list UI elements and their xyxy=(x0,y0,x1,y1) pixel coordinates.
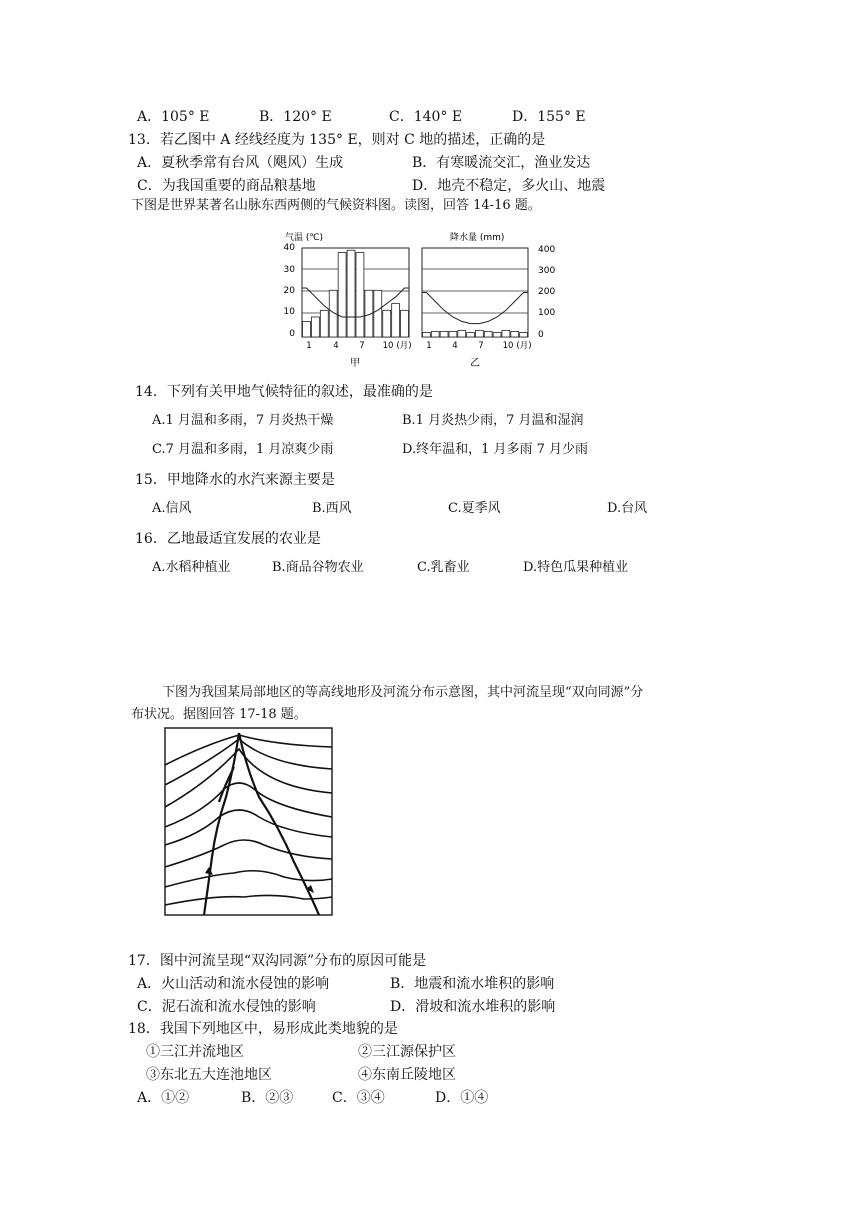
contour-map xyxy=(164,727,334,917)
q18-option-d[interactable]: D．①④ xyxy=(435,1090,489,1106)
right-tick-100: 100 xyxy=(538,308,556,318)
intro-17-18-line2: 布状况。据图回答 17-18 题。 xyxy=(131,707,307,722)
month-ticks-yi xyxy=(426,341,531,351)
q12-option-a[interactable]: A．105° E xyxy=(137,109,210,125)
panel-yi-gridlines xyxy=(422,269,528,313)
yi-temp-curve xyxy=(422,293,528,324)
q13-option-d[interactable]: D．地壳不稳定，多火山、地震 xyxy=(412,178,606,194)
q14-option-d[interactable]: D.终年温和，1 月多雨 7 月少雨 xyxy=(402,442,589,457)
yi-precip-bar xyxy=(484,331,492,337)
q17-option-a[interactable]: A．火山活动和流水侵蚀的影响 xyxy=(137,976,330,992)
contour-line xyxy=(165,749,332,807)
right-tick-200: 200 xyxy=(538,287,556,297)
yi-precip-bar xyxy=(493,333,501,337)
label-jia: 甲 xyxy=(350,358,360,369)
jia-precip-bar xyxy=(320,310,328,337)
contour-lines xyxy=(165,735,332,905)
jia-month-10: 10 xyxy=(382,341,394,351)
q18-option-a[interactable]: A．①② xyxy=(137,1090,190,1106)
yi-month-7: 7 xyxy=(478,341,484,351)
left-tick-30: 30 xyxy=(283,265,295,275)
q13-option-b[interactable]: B．有寒暖流交汇，渔业发达 xyxy=(412,155,591,171)
jia-precip-bar xyxy=(392,304,400,337)
yi-month-4: 4 xyxy=(452,341,458,351)
right-axis-title: 降水量 (mm) xyxy=(450,233,505,243)
left-tick-20: 20 xyxy=(283,286,295,296)
q17-option-d[interactable]: D．滑坡和流水堆积的影响 xyxy=(390,999,556,1015)
q16-option-b[interactable]: B.商品谷物农业 xyxy=(272,560,364,575)
yi-precip-bar xyxy=(458,330,466,337)
arrow-west-icon xyxy=(205,867,213,875)
left-tick-40: 40 xyxy=(283,243,295,253)
yi-precip-bar xyxy=(467,333,475,337)
jia-precip-bar xyxy=(356,252,364,337)
right-tick-0: 0 xyxy=(538,330,544,340)
jia-precip-bar xyxy=(311,317,319,337)
jia-precip-bar xyxy=(383,310,391,337)
yi-bars xyxy=(423,330,528,337)
yi-precip-bar xyxy=(431,331,439,337)
q14-option-a[interactable]: A.1 月温和多雨，7 月炎热干燥 xyxy=(152,413,334,428)
jia-precip-bar xyxy=(347,250,355,337)
q18-item-1: ①三江并流地区 xyxy=(146,1044,244,1060)
q15-option-c[interactable]: C.夏季风 xyxy=(448,501,501,516)
yi-precip-bar xyxy=(449,331,457,337)
yi-month-10: 10 xyxy=(502,341,514,351)
yi-month-1: 1 xyxy=(426,341,432,351)
q16-option-a[interactable]: A.水稻种植业 xyxy=(152,560,231,575)
jia-bars xyxy=(303,250,409,337)
intro-17-18-line1: 下图为我国某局部地区的等高线地形及河流分布示意图，其中河流呈现“双向同源”分 xyxy=(162,685,644,700)
jia-precip-bar xyxy=(303,321,311,337)
left-tick-10: 10 xyxy=(283,307,295,317)
q14-stem: 14．下列有关甲地气候特征的叙述，最准确的是 xyxy=(135,384,433,400)
left-tick-labels xyxy=(284,243,296,339)
yi-precip-bar xyxy=(423,333,431,337)
q18-option-c[interactable]: C．③④ xyxy=(332,1090,385,1106)
q18-option-b[interactable]: B．②③ xyxy=(241,1090,294,1106)
jia-precip-bar xyxy=(374,290,382,337)
yi-precip-bar xyxy=(520,333,528,337)
yi-precip-bar xyxy=(440,331,448,337)
q18-item-4: ④东南丘陵地区 xyxy=(358,1067,456,1083)
right-tick-400: 400 xyxy=(538,245,556,255)
q18-item-3: ③东北五大连池地区 xyxy=(146,1067,272,1083)
rivers xyxy=(204,733,319,915)
q12-option-b[interactable]: B．120° E xyxy=(259,109,332,125)
q18-stem: 18．我国下列地区中，易形成此类地貌的是 xyxy=(128,1021,398,1037)
arrow-east-icon xyxy=(306,885,314,893)
month-ticks-jia xyxy=(306,341,411,351)
intro-14-16: 下图是世界某著名山脉东西两侧的气候资料图。读图，回答 14-16 题。 xyxy=(131,198,541,213)
q13-option-c[interactable]: C．为我国重要的商品粮基地 xyxy=(137,178,316,194)
jia-month-7: 7 xyxy=(359,341,365,351)
jia-month-4: 4 xyxy=(333,341,339,351)
right-tick-300: 300 xyxy=(538,266,556,276)
q15-option-d[interactable]: D.台风 xyxy=(607,501,648,516)
q16-stem: 16．乙地最适宜发展的农业是 xyxy=(135,531,321,547)
q17-option-b[interactable]: B．地震和流水堆积的影响 xyxy=(390,976,555,992)
yi-month-unit: (月) xyxy=(516,341,532,351)
q13-option-a[interactable]: A．夏秋季常有台风（飓风）生成 xyxy=(137,155,344,171)
climate-chart xyxy=(280,226,556,376)
q15-stem: 15．甲地降水的水汽来源主要是 xyxy=(135,472,335,488)
q16-option-c[interactable]: C.乳畜业 xyxy=(417,560,470,575)
yi-precip-bar xyxy=(511,331,519,337)
left-tick-0: 0 xyxy=(289,329,295,339)
q16-option-d[interactable]: D.特色瓜果种植业 xyxy=(523,560,629,575)
contour-line xyxy=(165,895,332,905)
q15-option-b[interactable]: B.西风 xyxy=(312,501,352,516)
q17-option-c[interactable]: C．泥石流和流水侵蚀的影响 xyxy=(137,999,316,1015)
yi-precip-bar xyxy=(502,330,510,337)
jia-precip-bar xyxy=(338,252,346,337)
jia-month-1: 1 xyxy=(306,341,312,351)
q13-stem: 13．若乙图中 A 经线经度为 135° E，则对 C 地的描述，正确的是 xyxy=(128,132,546,148)
q18-item-2: ②三江源保护区 xyxy=(358,1044,456,1060)
yi-precip-bar xyxy=(476,330,484,337)
q17-stem: 17．图中河流呈现“双沟同源”分布的原因可能是 xyxy=(128,953,427,969)
q14-option-b[interactable]: B.1 月炎热少雨，7 月温和湿润 xyxy=(402,413,584,428)
contour-line xyxy=(165,840,332,867)
right-tick-labels xyxy=(538,245,555,340)
q12-option-c[interactable]: C．140° E xyxy=(389,109,463,125)
jia-precip-bar xyxy=(401,310,409,337)
label-yi: 乙 xyxy=(470,358,480,369)
left-axis-title: 气温 (℃) xyxy=(285,233,323,243)
q14-option-c[interactable]: C.7 月温和多雨，1 月凉爽少雨 xyxy=(152,442,334,457)
jia-month-unit: (月) xyxy=(396,341,412,351)
q12-option-d[interactable]: D．155° E xyxy=(512,109,586,125)
q15-option-a[interactable]: A.信风 xyxy=(152,501,192,516)
contour-line xyxy=(165,871,332,887)
